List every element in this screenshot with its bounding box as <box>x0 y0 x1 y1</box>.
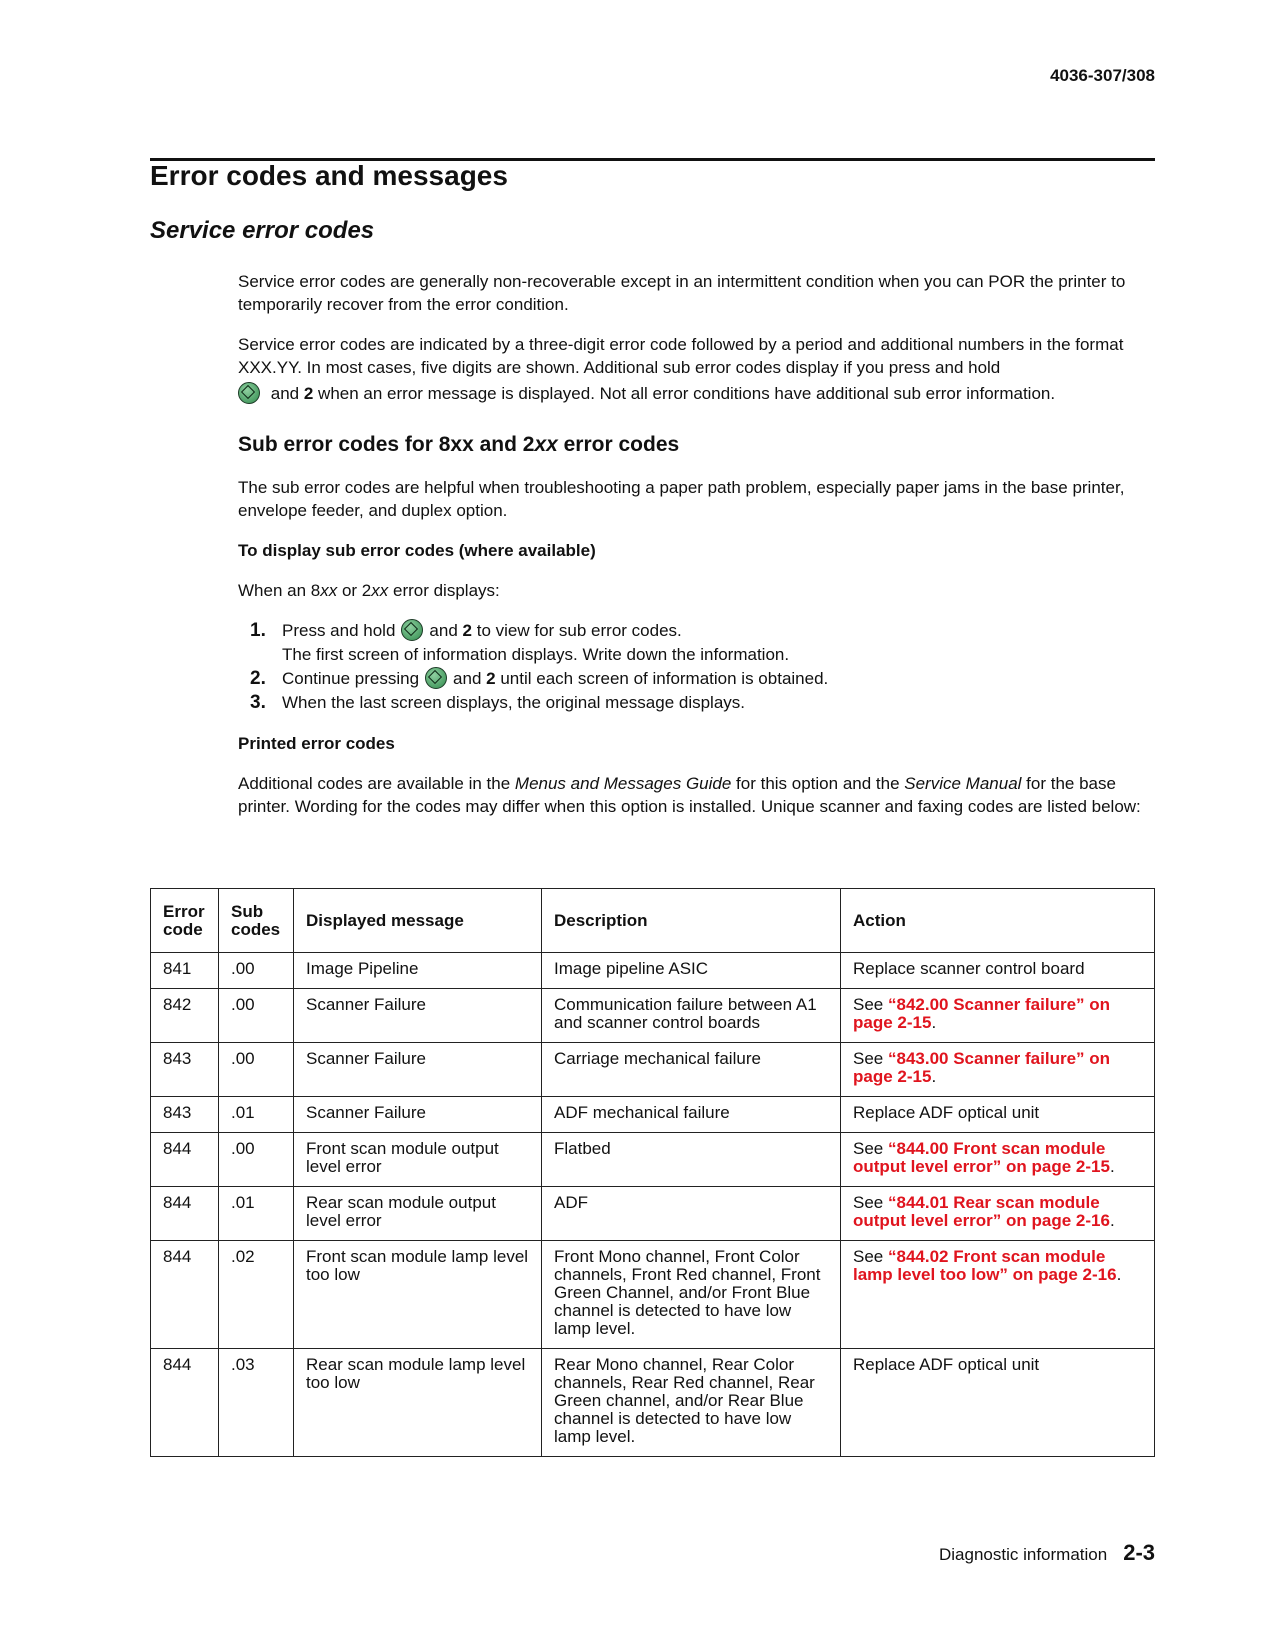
start-button-icon <box>238 382 260 404</box>
printed-heading: Printed error codes <box>238 734 395 753</box>
sub-code-cell: .00 <box>219 989 294 1043</box>
list-item: 1. Press and hold and 2 to view for sub error codes. The first screen of information displays. Write down the information. <box>250 620 790 664</box>
steps-list <box>238 619 1158 715</box>
error-code-cell: 844 <box>151 1187 219 1241</box>
list-item: 2. Continue pressing and 2 until each screen of information is obtained. <box>250 668 829 689</box>
column-header: Description <box>542 889 841 953</box>
description-cell: Carriage mechanical failure <box>542 1043 841 1097</box>
description-cell: Rear Mono channel, Rear Color channels, Rear Red channel, Rear Green channel, and/or Rear Blue channel is detected to have low lamp level. <box>542 1349 841 1457</box>
description-cell: Communication failure between A1 and scanner control boards <box>542 989 841 1043</box>
error-code-cell: 842 <box>151 989 219 1043</box>
page-subtitle: Service error codes <box>150 217 375 244</box>
error-code-cell: 841 <box>151 953 219 989</box>
page-title: Error codes and messages <box>150 160 508 191</box>
action-cell: Replace ADF optical unit <box>841 1349 1155 1457</box>
message-cell: Image Pipeline <box>294 953 542 989</box>
section-intro: The sub error codes are helpful when troubleshooting a paper path problem, especially paper jams in the base printer, envelope feeder, and duplex option. <box>238 478 1125 520</box>
message-cell: Scanner Failure <box>294 1097 542 1133</box>
table-row <box>151 1187 1155 1241</box>
document-model-number: 4036-307/308 <box>1050 66 1155 85</box>
message-cell: Scanner Failure <box>294 1043 542 1097</box>
action-cell: Replace scanner control board <box>841 953 1155 989</box>
sub-code-cell: .00 <box>219 953 294 989</box>
table-row <box>151 989 1155 1043</box>
action-cell: See “844.02 Front scan module lamp level too low” on page 2-16. <box>841 1241 1155 1349</box>
table-row <box>151 1241 1155 1349</box>
list-item: 3. When the last screen displays, the original message displays. <box>250 692 746 713</box>
error-codes-table <box>150 888 1155 1457</box>
table-row <box>151 1133 1155 1187</box>
paragraph-format: Service error codes are indicated by a three-digit error code followed by a period and additional numbers in the format XXX.YY. In most cases, five digits are shown. Additional sub error codes display if you press and hold <box>238 335 1124 377</box>
sub-code-cell: .00 <box>219 1043 294 1097</box>
error-code-cell: 844 <box>151 1241 219 1349</box>
cross-reference-link[interactable]: “842.00 Scanner failure” on page 2-15 <box>853 995 1111 1032</box>
message-cell: Front scan module output level error <box>294 1133 542 1187</box>
paragraph-intro: Service error codes are generally non-recoverable except in an intermittent condition when you can POR the printer to temporarily recover from the error condition. <box>238 272 1126 314</box>
sub-code-cell: .00 <box>219 1133 294 1187</box>
table-row <box>151 1043 1155 1097</box>
start-button-icon <box>401 619 423 641</box>
sub-code-cell: .01 <box>219 1097 294 1133</box>
when-text: When an 8xx or 2xx error displays: <box>238 581 500 600</box>
paragraph-format-cont: and 2 when an error message is displayed. Not all error conditions have additional sub error information. <box>238 382 1158 405</box>
description-cell: Flatbed <box>542 1133 841 1187</box>
message-cell: Front scan module lamp level too low <box>294 1241 542 1349</box>
error-code-cell: 844 <box>151 1133 219 1187</box>
page-footer <box>939 1540 1155 1566</box>
description-cell: Image pipeline ASIC <box>542 953 841 989</box>
footer-label: Diagnostic information <box>939 1545 1108 1564</box>
description-cell: ADF <box>542 1187 841 1241</box>
action-cell: See “844.01 Rear scan module output level error” on page 2-16. <box>841 1187 1155 1241</box>
message-cell: Scanner Failure <box>294 989 542 1043</box>
table-row <box>151 1349 1155 1457</box>
column-header: Displayed message <box>294 889 542 953</box>
description-cell: Front Mono channel, Front Color channels, Front Red channel, Front Green Channel, and/or Front Blue channel is detected to have low lamp level. <box>542 1241 841 1349</box>
sub-code-cell: .03 <box>219 1349 294 1457</box>
action-cell: See “842.00 Scanner failure” on page 2-15. <box>841 989 1155 1043</box>
error-code-cell: 843 <box>151 1043 219 1097</box>
error-code-cell: 844 <box>151 1349 219 1457</box>
cross-reference-link[interactable]: “844.02 Front scan module lamp level too low” on page 2-16 <box>853 1247 1117 1284</box>
printed-text: Additional codes are available in the Menus and Messages Guide for this option and the Service Manual for the base printer. Wording for the codes may differ when this option is installed. Unique scanner and faxing codes are listed below: <box>238 774 1141 816</box>
body-text <box>238 270 1158 818</box>
cross-reference-link[interactable]: “844.00 Front scan module output level error” on page 2-15 <box>853 1139 1110 1176</box>
start-button-icon <box>425 667 447 689</box>
column-header: Error code <box>151 889 219 953</box>
sub-code-cell: .01 <box>219 1187 294 1241</box>
action-cell: See “844.00 Front scan module output level error” on page 2-15. <box>841 1133 1155 1187</box>
description-cell: ADF mechanical failure <box>542 1097 841 1133</box>
table-row <box>151 1097 1155 1133</box>
cross-reference-link[interactable]: “843.00 Scanner failure” on page 2-15 <box>853 1049 1111 1086</box>
error-code-cell: 843 <box>151 1097 219 1133</box>
sub-code-cell: .02 <box>219 1241 294 1349</box>
page-number: 2-3 <box>1123 1540 1155 1565</box>
message-cell: Rear scan module output level error <box>294 1187 542 1241</box>
action-cell: See “843.00 Scanner failure” on page 2-15. <box>841 1043 1155 1097</box>
column-header: Action <box>841 889 1155 953</box>
display-heading: To display sub error codes (where available) <box>238 541 596 560</box>
section-heading: Sub error codes for 8xx and 2xx error codes <box>238 433 680 456</box>
column-header: Sub codes <box>219 889 294 953</box>
action-cell: Replace ADF optical unit <box>841 1097 1155 1133</box>
cross-reference-link[interactable]: “844.01 Rear scan module output level error” on page 2-16 <box>853 1193 1110 1230</box>
message-cell: Rear scan module lamp level too low <box>294 1349 542 1457</box>
table-row <box>151 953 1155 989</box>
table-header-row <box>151 889 1155 953</box>
